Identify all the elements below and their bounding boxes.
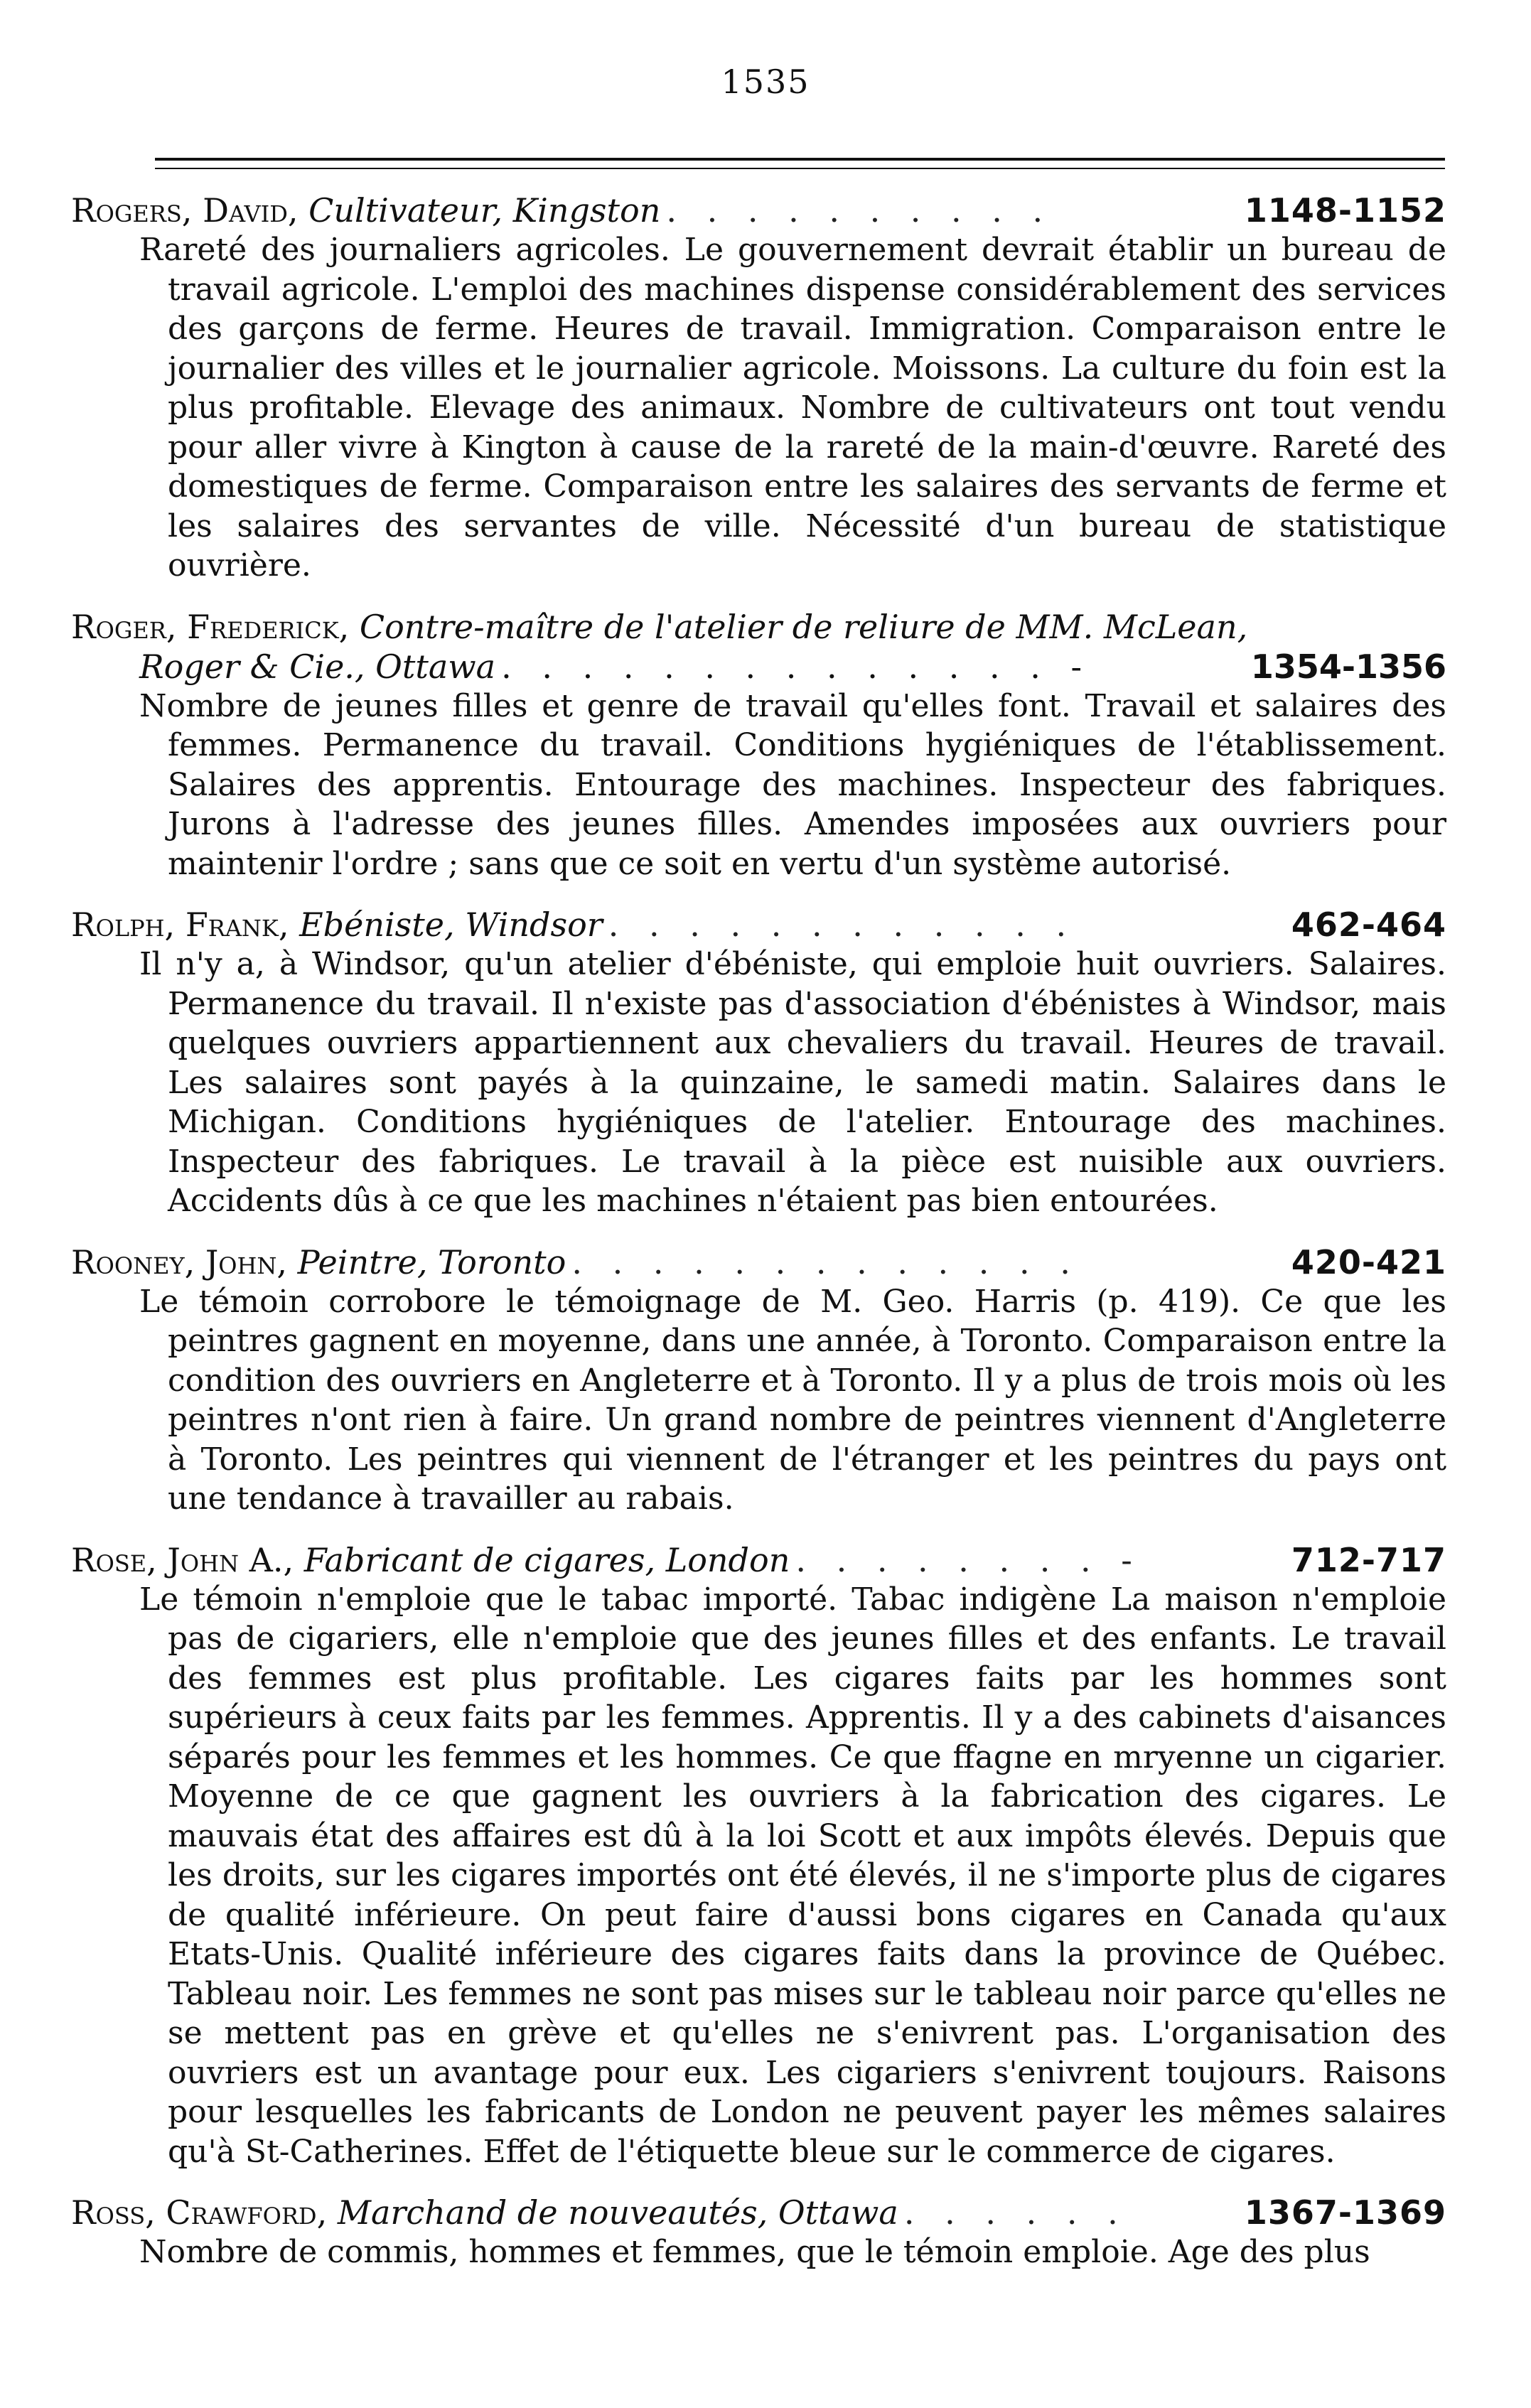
dot-leader: . . . . . . (903, 2193, 1128, 2232)
entry-given-name: Frank, (185, 905, 289, 944)
header-rule-thick (155, 158, 1445, 161)
entry-given-name: David, (203, 191, 299, 230)
entry-pages: 1367-1369 (1244, 2193, 1446, 2232)
entry-summary: Le témoin n'emploie que le tabac importé. Tabac indigène La maison n'emploie pas de cigariers, elle n'emploie que des jeunes filles et des enfants. Le travail des femmes est plus profitable. Les cigares faits par les hommes sont supérieurs à ceux faits par les femmes. Apprentis. Il y a des cabinets d'aisances séparés pour les femmes et les hommes. Ce que ffagne en mryenne un cigarier. Moyenne de ce que gagnent les ouvriers à la fabrication des cigares. Le mauvais état des affaires est dû à la loi Scott et aux impôts élevés. Depuis que les droits, sur les cigares importés ont été élevés, il ne s'importe plus de cigares de qualité inférieure. On peut faire d'aussi bons cigares en Canada qu'aux Etats-Unis. Qualité inférieure des cigares faits dans la province de Québec. Tableau noir. Les femmes ne sont pas mises sur le tableau noir parce qu'elles ne se mettent pas en grève et qu'elles ne s'enivrent pas. L'organisation des ouvriers est un avantage pour eux. Les cigariers s'enivrent toujours. Raisons pour lesquelles les fabricants de London ne peuvent payer les mêmes salaires qu'à St-Catherines. Effet de l'étiquette bleue sur le commerce de cigares. (139, 1581, 1446, 2170)
entry-given-name: John A., (167, 1540, 294, 1579)
index-entry-rooney-john (71, 1242, 1446, 1519)
entry-surname: Rolph, (71, 905, 176, 944)
entry-occupation: Ebéniste, Windsor (299, 905, 603, 944)
dot-leader: . . . . . . . . . . . . (608, 905, 1077, 944)
entry-surname: Roger, (71, 607, 177, 646)
entry-occupation: Contre-maître de l'atelier de reliure de MM. McLean, (359, 607, 1248, 646)
entry-given-name: John, (205, 1242, 288, 1281)
entry-occupation-continued: Roger & Cie., Ottawa (139, 647, 496, 686)
entry-header (71, 905, 1446, 945)
entry-summary: Rareté des journaliers agricoles. Le gouvernement devrait établir un bureau de travail agricole. L'emploi des machines dispense considérablement des services des garçons de ferme. Heures de travail. Immigration. Comparaison entre le journalier des villes et le journalier agricole. Moissons. La culture du foin est la plus profitable. Elevage des animaux. Nombre de cultivateurs ont tout vendu pour aller vivre à Kington à cause de la rareté de la main-d'œuvre. Rareté des domestiques de ferme. Comparaison entre les salaires des servants de ferme et les salaires des servantes de ville. Nécessité d'un bureau de statistique ouvrière. (139, 232, 1446, 584)
dot-leader: . . . . . . . . . . . . . (571, 1242, 1080, 1281)
entry-header (71, 2193, 1446, 2232)
entry-header (71, 190, 1446, 230)
entry-given-name: Frederick, (187, 607, 350, 646)
entry-header (71, 607, 1446, 687)
dot-leader: . . . . . . . . - (795, 1540, 1142, 1579)
entry-occupation: Fabricant de cigares, London (303, 1540, 790, 1579)
index-entry-rolph-frank (71, 905, 1446, 1221)
entry-pages: 462-464 (1291, 905, 1446, 944)
entry-pages: 420-421 (1291, 1242, 1446, 1281)
entry-pages: 1148-1152 (1244, 191, 1446, 230)
entry-header (71, 1540, 1446, 1580)
entry-occupation: Cultivateur, Kingston (308, 191, 661, 230)
entry-occupation: Peintre, Toronto (297, 1242, 566, 1281)
entry-given-name: Crawford, (166, 2193, 328, 2232)
index-entry-rose-john (71, 1540, 1446, 2172)
entry-summary: Le témoin corrobore le témoignage de M. Geo. Harris (p. 419). Ce que les peintres gagnent en moyenne, dans une année, à Toronto. Comparaison entre la condition des ouvriers en Angleterre et à Toronto. Il y a plus de trois mois où les peintres n'ont rien à faire. Un grand nombre de peintres viennent d'Angleterre à Toronto. Les peintres qui viennent de l'étranger et les peintres du pays ont une tendance à travailler au rabais. (139, 1283, 1446, 1517)
entry-pages: 1354-1356 (1250, 647, 1446, 686)
entry-surname: Ross, (71, 2193, 156, 2232)
page-number: 1535 (721, 63, 810, 101)
entry-summary: Nombre de commis, hommes et femmes, que le témoin emploie. Age des plus (139, 2234, 1370, 2270)
index-entry-ross-crawford (71, 2193, 1446, 2272)
index-entry-roger-frederick (71, 607, 1446, 884)
entry-summary: Nombre de jeunes filles et genre de travail qu'elles font. Travail et salaires des femmes. Permanence du travail. Conditions hygiéniques de l'établissement. Salaires des apprentis. Entourage des machines. Inspecteur des fabriques. Jurons à l'adresse des jeunes filles. Amendes imposées aux ouvriers pour maintenir l'ordre ; sans que ce soit en vertu d'un système autorisé. (139, 687, 1446, 882)
entry-header (71, 1242, 1446, 1282)
index-entry-rogers-david (71, 190, 1446, 586)
header-rule-thin (155, 168, 1445, 169)
dot-leader: . . . . . . . . . . . . . . - (501, 647, 1092, 686)
entry-surname: Rose, (71, 1540, 157, 1579)
entry-occupation: Marchand de nouveautés, Ottawa (337, 2193, 898, 2232)
entry-surname: Rooney, (71, 1242, 195, 1281)
dot-leader: . . . . . . . . . . (666, 191, 1053, 230)
index-entries (71, 190, 1446, 2294)
entry-surname: Rogers, (71, 191, 193, 230)
entry-summary: Il n'y a, à Windsor, qu'un atelier d'ébéniste, qui emploie huit ouvriers. Salaires. Permanence du travail. Il n'existe pas d'association d'ébénistes à Windsor, mais quelques ouvriers appartiennent aux chevaliers du travail. Heures de travail. Les salaires sont payés à la quinzaine, le samedi matin. Salaires dans le Michigan. Conditions hygiéniques de l'atelier. Entourage des machines. Inspecteur des fabriques. Le travail à la pièce est nuisible aux ouvriers. Accidents dûs à ce que les machines n'étaient pas bien entourées. (139, 946, 1446, 1219)
entry-pages: 712-717 (1291, 1540, 1446, 1579)
